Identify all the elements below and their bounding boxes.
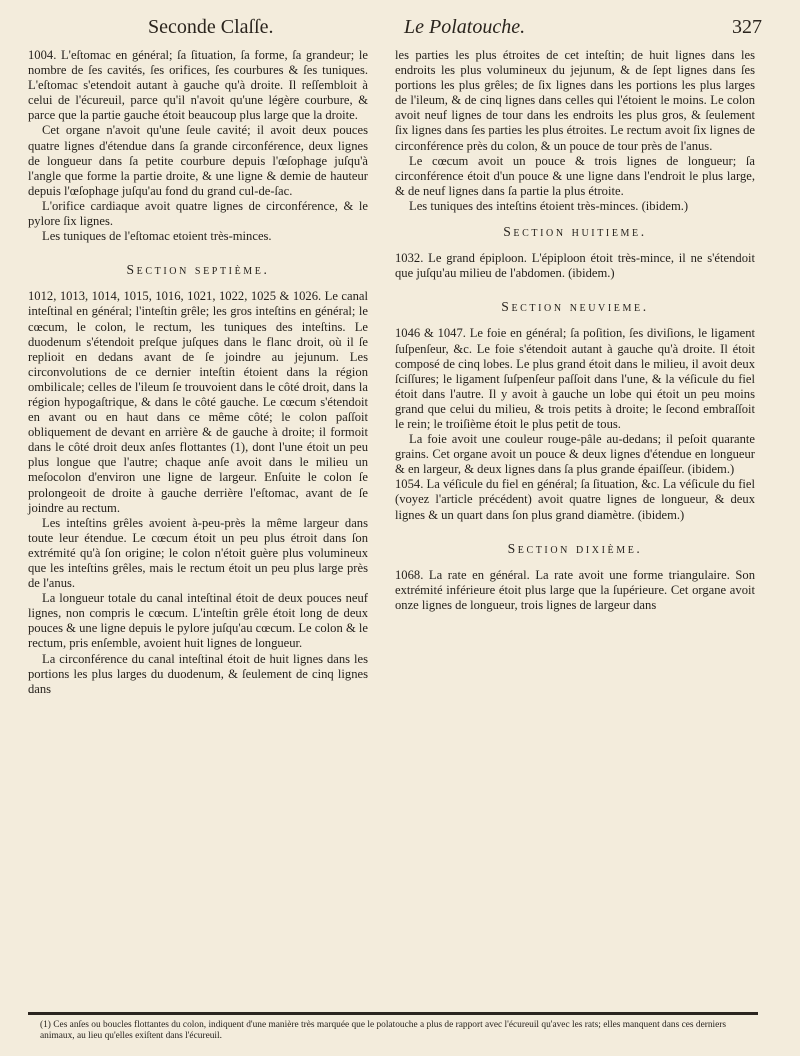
header-animal-title: Le Polatouche. <box>404 16 526 38</box>
paragraph: Le cœcum avoit un pouce & trois lignes de longueur; ſa circonférence étoit d'un pouce & une ligne dans l'endroit le plus large, & de neuf lignes dans ſa partie la plus étroite. <box>395 153 755 198</box>
page-number: 327 <box>732 16 762 38</box>
section-heading-8: Section huitieme. <box>503 224 647 240</box>
paragraph: Les tuniques de l'eſtomac etoient très-minces. <box>42 229 272 244</box>
footnote: (1) Ces anſes ou boucles flottantes du colon, indiquent d'une manière très marquée que le polatouche a plus de rapport avec l'écureuil qu'avec les rats; elles manquent dans ces derniers animaux, au lieu qu'elles exiſtent dans l'écureuil. <box>40 1020 727 1041</box>
header-class-title: Seconde Claſſe. <box>148 16 274 38</box>
paragraph-1054: 1054. La véſicule du fiel en général; ſa ſituation, &c. La véſicule du fiel (voyez l'article précédent) avoit quatre lignes de longueur, & deux lignes & un quart dans ſon plus grand diamètre. (ibidem.) <box>395 477 755 522</box>
paragraph-1032: 1032. Le grand épiploon. L'épiploon étoit très-mince, il ne s'étendoit que juſqu'au milieu de l'abdomen. (ibidem.) <box>395 251 755 281</box>
section-heading-10: Section dixième. <box>507 540 643 556</box>
paragraph: La circonférence du canal inteſtinal étoit de huit lignes dans les portions les plus larges du duodenum, & ſeulement de cinq lignes dans <box>28 651 368 696</box>
paragraph: Les tuniques des inteſtins étoient très-minces. (ibidem.) <box>409 198 689 213</box>
right-column <box>395 48 755 613</box>
paragraph-1012: 1012, 1013, 1014, 1015, 1016, 1021, 1022, 1025 & 1026. Le canal inteſtinal en général; l'inteſtin grêle; les gros inteſtins en général; le cœcum, le colon, le rectum, les tuniques des inteſtins. Le duodenum s'étendoit preſque juſques dans le flanc droit, où il ſe replioit en dedans avant de ſe joindre au jejunum. Les circonvolutions de ce dernier inteſtin étoient dans la région ombilicale; celles de l'ileum ſe trouvoient dans le côté droit, dans la région hypogaſtrique, & dans le côté gauche. Le cœcum s'étendoit en avant ou en haut dans ce même côté; le colon paſſoit obliquement de devant en arrière & de gauche à droite; il formoit dans le côté droit deux anſes flottantes (1), dont l'une étoit un peu plus longue que l'autre; chaque anſe avoit dans le milieu un meſocolon d'environ une ligne de largeur. Enſuite le colon ſe prolongeoit de droite à gauche derrière l'eſtomac, avant de ſe joindre au rectum. <box>28 289 368 515</box>
paragraph-1046: 1046 & 1047. Le foie en général; ſa poſition, ſes diviſions, le ligament ſuſpenſeur, &c. Le foie s'étendoit autant à gauche qu'à droite. Il étoit composé de cinq lobes. Le plus grand étoit dans le milieu, il avoit deux ſciſſures; le ligament ſuſpenſeur paſſoit dans l'une, & la véſicule du fiel étoit dans l'autre. Il y avoit à gauche un lobe qui étoit un peu moins grand que celui du milieu, & trois petits à droite; le ſecond embraſſoit le rein; le troiſième étoit le plus petit de tous. <box>395 326 755 431</box>
section-heading-9: Section neuvieme. <box>501 299 649 315</box>
section-heading-7: Section septième. <box>126 262 270 278</box>
paragraph-1004: 1004. L'eſtomac en général; ſa ſituation, ſa forme, ſa grandeur; le nombre de ſes cavités, ſes orifices, ſes courbures & ſes tuniques. L'eſtomac s'etendoit autant à gauche qu'à droite. Il reſſembloit à celui de l'écureuil, parce qu'il n'avoit qu'une légère courbure, & parce que la partie gauche étoit beaucoup plus large que la droite. <box>28 48 368 123</box>
paragraph: L'orifice cardiaque avoit quatre lignes de circonférence, & le pylore ſix lignes. <box>28 198 368 229</box>
left-column <box>28 48 368 697</box>
paragraph: Les inteſtins grêles avoient à-peu-près la même largeur dans toute leur étendue. Le cœcum étoit un peu plus étroit dans ſon extrémité qu'à ſon origine; le colon n'étoit guère plus volumineux que les inteſtins grêles, mais le rectum étoit un peu plus large près de l'anus. <box>28 515 368 591</box>
paragraph: La foie avoit une couleur rouge-pâle au-dedans; il peſoit quarante grains. Cet organe avoit un pouce & deux lignes d'étendue en longueur & en largeur, & deux lignes dans ſa plus grande épaiſſeur. (ibidem.) <box>395 432 755 477</box>
paragraph: La longueur totale du canal inteſtinal étoit de deux pouces neuf lignes, non compris le cœcum. L'inteſtin grêle étoit long de deux pouces & une ligne depuis le pylore juſqu'au cœcum. Le colon & le rectum, pris enſemble, avoient huit lignes de longueur. <box>28 591 368 651</box>
running-header <box>28 16 762 46</box>
paragraph: Cet organe n'avoit qu'une ſeule cavité; il avoit deux pouces quatre lignes d'étendue dans ſa grande circonférence, deux lignes de longueur dans ſa petite courbure depuis l'œſophage juſqu'à l'angle que forme la partie droite, & une ligne & demie de hauteur depuis l'œſophage juſqu'au fond du grand cul-de-ſac. <box>28 123 368 198</box>
footnote-divider <box>28 1012 758 1015</box>
paragraph-1068: 1068. La rate en général. La rate avoit une forme triangulaire. Son extrémité inférieure étoit plus large que la ſupérieure. Cet organe avoit onze lignes de longueur, trois lignes de largeur dans <box>395 567 755 612</box>
paragraph-continued: les parties les plus étroites de cet inteſtin; de huit lignes dans les endroits les plus volumineux du jejunum, & de ſept lignes dans ſes portions les plus grêles; de ſix lignes dans les portions les plus larges de l'ileum, & de cinq lignes dans celles qui l'étoient le moins. Le colon avoit neuf lignes de tour dans les endroits les plus gros, & ſeulement ſix lignes dans ſes parties les plus étroites. Le rectum avoit ſix lignes de circonférence près du colon, & un pouce de tour près de l'anus. <box>395 48 755 153</box>
